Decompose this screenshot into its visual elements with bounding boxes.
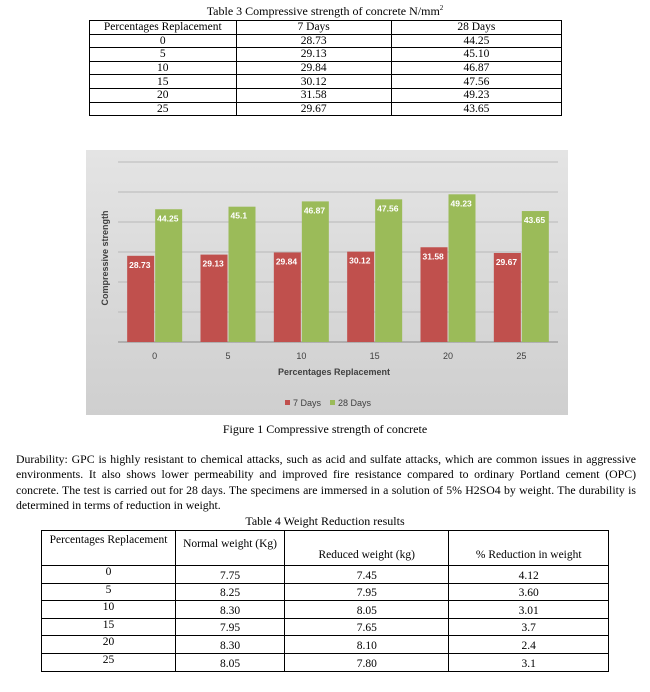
x-tick-label: 5	[225, 351, 231, 361]
table-row	[90, 48, 562, 62]
table3-header-cell: 28 Days	[391, 21, 561, 35]
bar-data-label: 29.67	[495, 256, 518, 267]
table-row	[42, 653, 609, 671]
table-cell: 47.56	[391, 75, 561, 89]
x-tick-label: 25	[516, 351, 527, 361]
table4-header-cell: Reduced weight (kg)	[285, 531, 449, 566]
table-cell: 7.65	[285, 618, 449, 636]
table-cell: 7.45	[285, 566, 449, 584]
table-row	[42, 583, 609, 601]
table-row	[90, 102, 562, 116]
table-cell: 5	[90, 48, 237, 62]
table-cell: 25	[90, 102, 237, 116]
bar-data-label: 45.1	[230, 210, 248, 221]
table-cell: 3.01	[449, 601, 609, 619]
table-cell: 8.25	[176, 583, 285, 601]
table3	[89, 20, 562, 116]
x-tick-label: 0	[152, 351, 158, 361]
bar-data-label: 29.84	[275, 256, 298, 267]
bar-28-days	[302, 201, 329, 342]
x-tick-label: 20	[442, 351, 454, 361]
legend-swatch-7-days	[285, 400, 290, 405]
table-cell: 45.10	[391, 48, 561, 62]
table4	[41, 530, 609, 672]
bar-28-days	[449, 194, 476, 342]
legend-label-28-days: 28 Days	[338, 398, 372, 408]
table-cell: 20	[90, 88, 237, 102]
table-cell: 31.58	[236, 88, 391, 102]
table4-caption: Table 4 Weight Reduction results	[245, 514, 405, 528]
bar-data-label: 29.13	[202, 258, 224, 269]
durability-paragraph: Durability: GPC is highly resistant to chemical attacks, such as acid and sulfate attacks, which are common issues in aggressive environments. It also shows lower permeability and improved fire resistance compared to ordinary Portland cement (OPC) concrete. The test is carried out for 28 days. The specimens are immersed in a solution of 5% H2SO4 by weight. The durability is determined in terms of reduction in weight.	[16, 452, 636, 513]
table-cell: 10	[90, 61, 237, 75]
table-cell: 29.13	[236, 48, 391, 62]
table-cell: 10	[42, 601, 176, 619]
table-cell: 3.1	[449, 653, 609, 671]
table-row	[90, 88, 562, 102]
compressive-strength-chart	[86, 150, 568, 415]
bar-data-label: 44.25	[157, 213, 179, 224]
table-cell: 29.67	[236, 102, 391, 116]
table-row	[42, 601, 609, 619]
bar-data-label: 28.73	[129, 259, 151, 270]
bar-7-days	[421, 247, 448, 342]
table-cell: 43.65	[391, 102, 561, 116]
table-cell: 0	[90, 34, 237, 48]
bar-data-label: 49.23	[450, 198, 472, 209]
table-cell: 8.05	[176, 653, 285, 671]
table-cell: 46.87	[391, 61, 561, 75]
table3-header-row	[90, 21, 562, 35]
table-cell: 49.23	[391, 88, 561, 102]
bar-28-days	[375, 199, 402, 342]
table4-header-cell: % Reduction in weight	[449, 531, 609, 566]
figure-caption: Figure 1 Compressive strength of concrete	[222, 422, 428, 436]
table3-header-cell: Percentages Replacement	[90, 21, 237, 35]
bar-data-label: 47.56	[377, 203, 399, 214]
table-cell: 8.10	[285, 636, 449, 654]
table-cell: 7.75	[176, 566, 285, 584]
legend-swatch-28-days	[330, 400, 335, 405]
legend-label-7-days: 7 Days	[293, 398, 322, 408]
table4-header-row	[42, 531, 609, 566]
bar-28-days	[522, 211, 549, 342]
table-row	[90, 75, 562, 89]
table-cell: 7.80	[285, 653, 449, 671]
table-cell: 15	[90, 75, 237, 89]
table-cell: 20	[42, 636, 176, 654]
table-cell: 3.60	[449, 583, 609, 601]
bar-data-label: 30.12	[349, 255, 371, 266]
bar-data-label: 46.87	[303, 205, 326, 216]
table-cell: 4.12	[449, 566, 609, 584]
table-cell: 44.25	[391, 34, 561, 48]
table-cell: 2.4	[449, 636, 609, 654]
table-cell: 8.05	[285, 601, 449, 619]
bar-28-days	[229, 207, 256, 342]
x-tick-label: 15	[369, 351, 380, 361]
bar-data-label: 43.65	[523, 215, 546, 226]
table-row	[90, 34, 562, 48]
table-cell: 28.73	[236, 34, 391, 48]
table-cell: 7.95	[176, 618, 285, 636]
table-row	[42, 636, 609, 654]
table-cell: 29.84	[236, 61, 391, 75]
table4-header-cell: Normal weight (Kg)	[176, 531, 285, 566]
table-cell: 5	[42, 583, 176, 601]
table-cell: 8.30	[176, 601, 285, 619]
x-tick-label: 10	[296, 351, 307, 361]
table-cell: 7.95	[285, 583, 449, 601]
table-cell: 25	[42, 653, 176, 671]
table-row	[90, 61, 562, 75]
chart-x-axis-label: Percentages Replacement	[277, 367, 391, 377]
table3-header-cell: 7 Days	[236, 21, 391, 35]
table-cell: 3.7	[449, 618, 609, 636]
bar-data-label: 31.58	[422, 251, 444, 262]
table-cell: 15	[42, 618, 176, 636]
table-cell: 30.12	[236, 75, 391, 89]
table-row	[42, 618, 609, 636]
chart-y-axis-label: Compressive strength	[100, 210, 110, 306]
table3-caption: Table 3 Compressive strength of concrete $N/mm^2$	[206, 4, 444, 18]
table4-header-cell: Percentages Replacement	[42, 531, 176, 566]
bar-28-days	[155, 209, 182, 342]
table-cell: 0	[42, 566, 176, 584]
table-cell: 8.30	[176, 636, 285, 654]
table-row	[42, 566, 609, 584]
